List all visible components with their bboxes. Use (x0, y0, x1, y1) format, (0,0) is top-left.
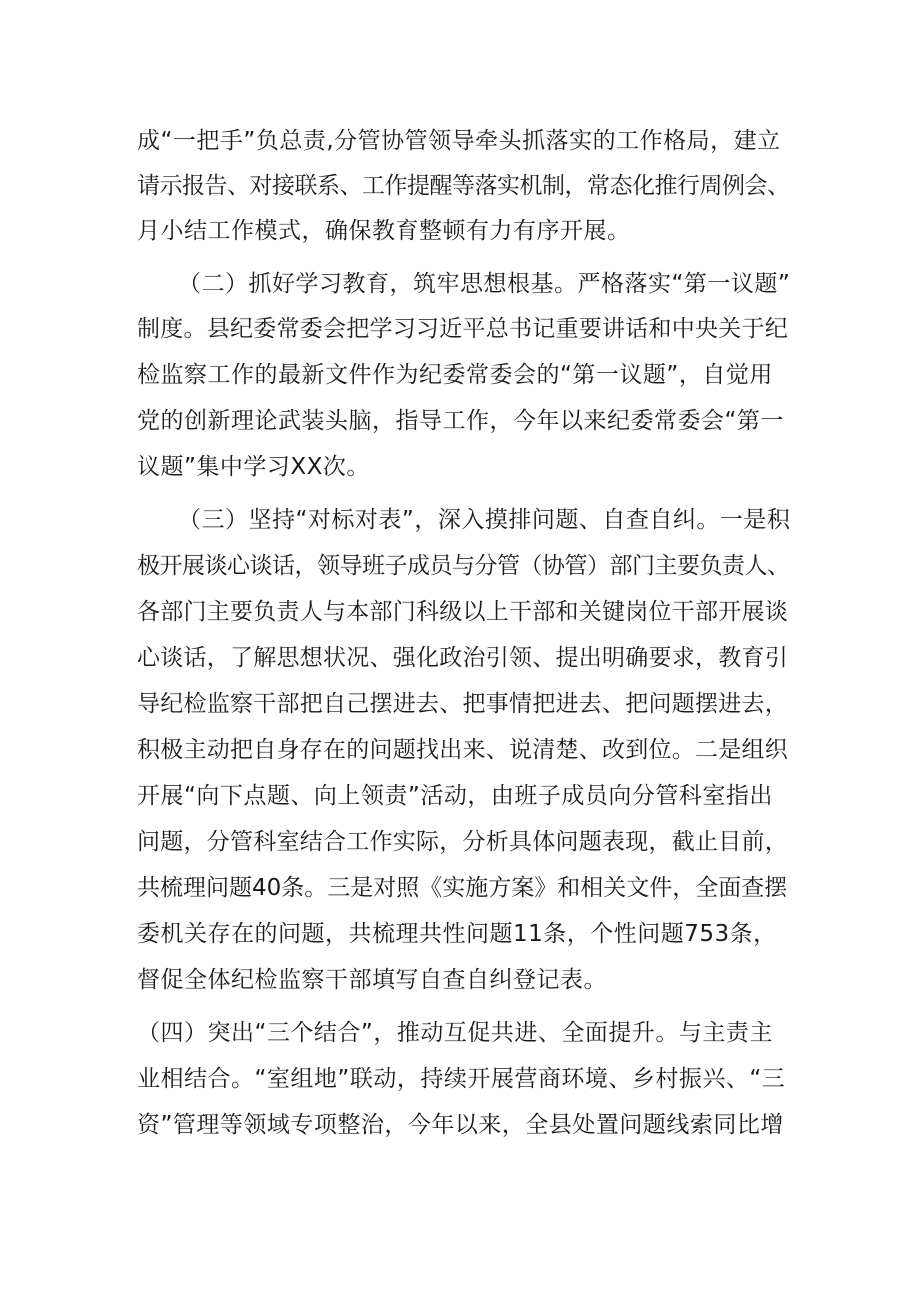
paragraph-3-line-6: 积极主动把自身存在的问题找出来、说清楚、改到位。二是组织 (137, 737, 788, 763)
paragraph-2-line-4: 党的创新理论武装头脑，指导工作，今年以来纪委常委会“第一 (137, 408, 784, 434)
paragraph-3-line-2: 极开展谈心谈话，领导班子成员与分管（协管）部门主要负责人、 (137, 553, 790, 579)
paragraph-3-line-4: 心谈话，了解思想状况、强化政治引领、提出明确要求，教育引 (137, 645, 788, 671)
paragraph-2-line-1: （二）抓好学习教育，筑牢思想根基。严格落实“第一议题” (178, 271, 791, 297)
paragraph-1-line-1: 成“一把手”负总责,分管协管领导牵头抓落实的工作格局，建立 (137, 128, 781, 154)
paragraph-2-line-5: 议题”集中学习XX次。 (137, 454, 370, 480)
paragraph-3-line-11: 督促全体纪检监察干部填写自查自纠登记表。 (137, 967, 607, 993)
paragraph-3-line-9: 共梳理问题40条。三是对照《实施方案》和相关文件，全面查摆 (137, 875, 788, 901)
paragraph-4-line-2: 业相结合。“室组地”联动，持续开展营商环境、乡村振兴、“三 (137, 1066, 786, 1092)
paragraph-1-line-2: 请示报告、对接联系、工作提醒等落实机制，常态化推行周例会、 (137, 173, 790, 199)
paragraph-4-line-1: （四）突出“三个结合”，推动互促共进、全面提升。与主责主 (137, 1020, 773, 1046)
paragraph-3-line-7: 开展“向下点题、向上领责”活动，由班子成员向分管科室指出 (137, 783, 773, 809)
paragraph-3-line-5: 导纪检监察干部把自己摆进去、把事情把进去、把问题摆进去， (137, 691, 788, 717)
paragraph-1-line-3: 月小结工作模式，确保教育整顿有力有序开展。 (137, 218, 631, 244)
paragraph-4-line-3: 资”管理等领域专项整治，今年以来，全县处置问题线索同比增 (137, 1112, 784, 1138)
paragraph-2-line-2: 制度。县纪委常委会把学习习近平总书记重要讲话和中央关于纪 (137, 316, 788, 342)
paragraph-3-line-8: 问题，分管科室结合工作实际，分析具体问题表现，截止目前， (137, 829, 788, 855)
paragraph-2-line-3: 检监察工作的最新文件作为纪委常委会的“第一议题”，自觉用 (137, 362, 773, 388)
paragraph-3-line-3: 各部门主要负责人与本部门科级以上干部和关键岗位干部开展谈 (137, 599, 788, 625)
paragraph-3-line-1: （三）坚持“对标对表”，深入摸排问题、自查自纠。一是积 (178, 507, 791, 533)
paragraph-3-line-10: 委机关存在的问题，共梳理共性问题11条，个性问题753条， (137, 921, 777, 947)
